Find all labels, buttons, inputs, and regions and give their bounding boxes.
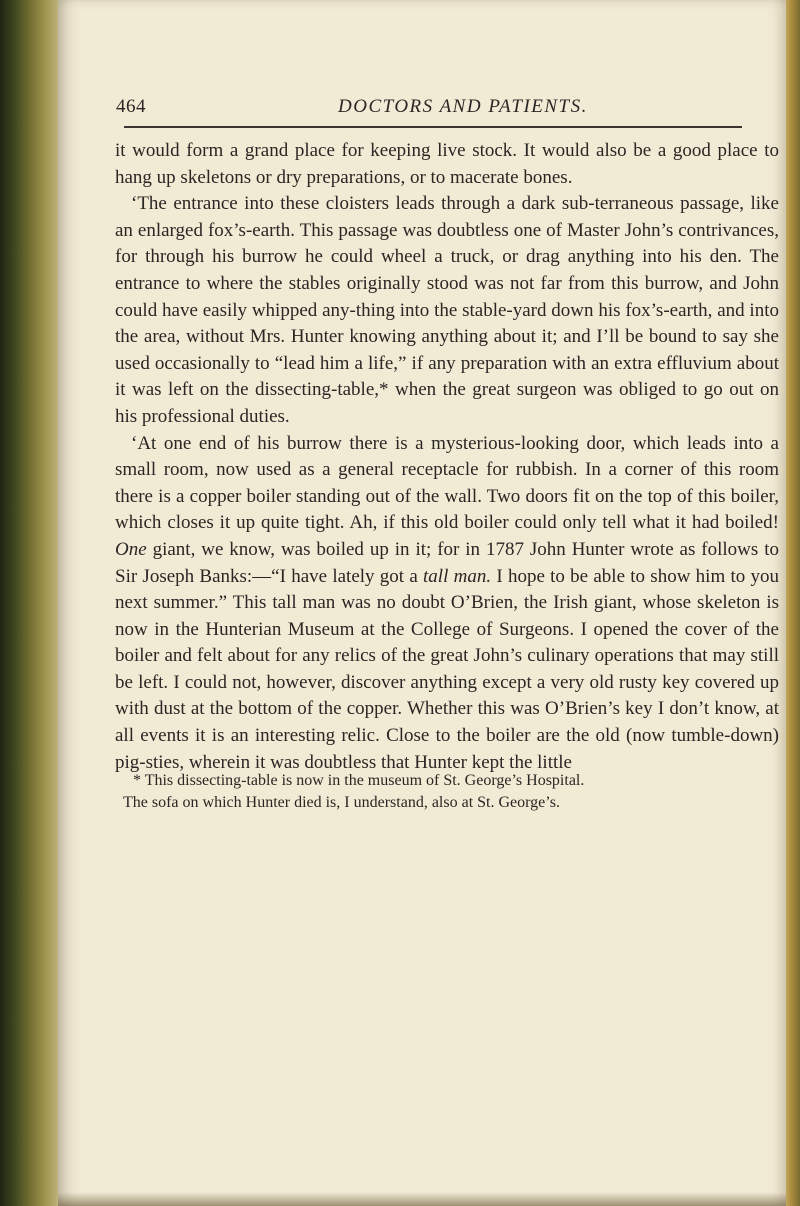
footnote: * This dissecting-table is now in the museum of St. George’s Hospital. [133,772,585,789]
running-title: DOCTORS AND PATIENTS. [338,96,588,117]
paragraph: it would form a grand place for keeping live stock. It would also be a good place to hang up skeletons or dry preparations, or to macerate bones. [115,140,779,188]
footnotes [115,770,779,814]
running-header [116,96,756,120]
emphasis: tall man. [423,565,492,587]
paragraph: ‘The entrance into these cloisters leads through a dark sub-terraneous passage, like an enlarged fox’s-earth. This passage was doubtless one of Master John’s contrivances, for through his burrow he could wheel a truck, or drag anything into his den. The entrance to where the stables originally stood was not far from this burrow, and John could have easily whipped any-thing into the stable-yard down his fox’s-earth, and into the area, without Mrs. Hunter knowing anything about it; and I’ll be bound to say she used occasionally to “lead him a life,” if any preparation with an extra effluvium about it was left on the dissecting-table,* when the great surgeon was obliged to go out on his professional duties. [115,193,779,427]
footnote-continuation: The sofa on which Hunter died is, I understand, also at St. George’s. [123,794,560,811]
header-rule [124,126,742,128]
book-page [58,0,786,1206]
text-run: ‘At one end of his burrow there is a mysterious-looking door, which leads into a small room, now used as a general receptacle for rubbish. In a corner of this room there is a copper boiler standing out of the wall. Two doors fit on the top of this boiler, which closes it up quite tight. Ah, if this old boiler could only tell what it had boiled! [115,432,779,534]
body-text [115,138,779,776]
text-run: giant, we know, was boiled up in it; for in 1787 John Hunter wrote as follows to Sir Joseph Banks:—“I have lately got a [115,538,779,587]
paragraph [115,431,779,777]
emphasis: One [115,538,147,560]
page-bottom-edge [58,1192,786,1206]
page-number: 464 [116,96,146,117]
book-spine-edge [0,0,62,1206]
text-run: I hope to be able to show him to you next summer.” This tall man was no doubt O’Brien, the Irish giant, whose skeleton is now in the Hunterian Museum at the College of Surgeons. I opened the cover of the boiler and felt about for any relics of the great John’s culinary operations that may still be left. I could not, however, discover anything except a very old rusty key covered up with dust at the bottom of the copper. Whether this was O’Brien’s key I don’t know, at all events it is an interesting relic. Close to the boiler are the old (now tumble-down) pig-sties, wherein it was doubtless that Hunter kept the little [115,565,780,773]
page-stack-edge [784,0,800,1206]
